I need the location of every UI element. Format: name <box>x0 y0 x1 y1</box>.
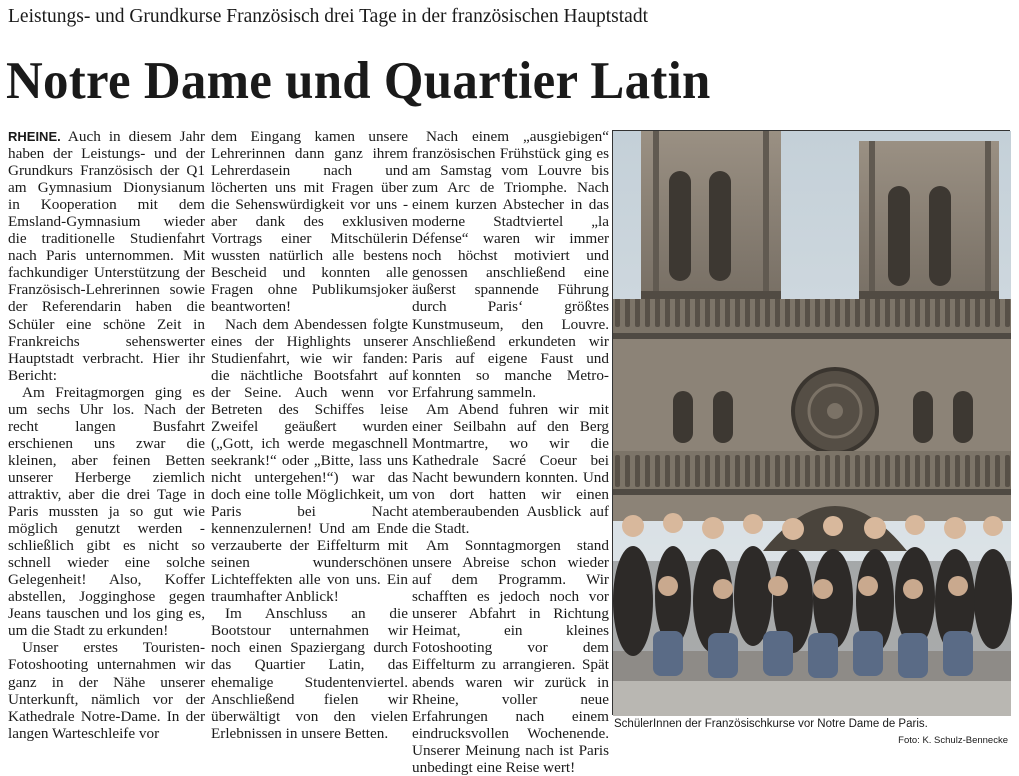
article-kicker: Leistungs- und Grundkurse Französisch drei Tage in der französischen Hauptstadt <box>8 6 648 27</box>
photo-credit: Foto: K. Schulz-Bennecke <box>898 735 1008 746</box>
article-paragraph: Nach dem Abendessen folgte eines der Highlights unserer Studienfahrt, wie wir fanden: die nächtliche Bootsfahrt auf der Seine. Auch wenn vor Betreten des Schiffes leise Zweifel geäußert wurden („Gott, ich werde megaschnell seekrank!“ oder „Bitte, lass uns nicht untergehen!“) war das doch eine tolle Möglichkeit, um Paris bei Nacht kennenzulernen! Und am Ende verzauberte der Eiffelturm mit seinen wunderschönen Lichteffekten alle von uns. Ein traumhafter Anblick! <box>211 315 408 606</box>
article-paragraph: dem Eingang kamen unsere Lehrerinnen dann ganz ihrem Lehrerdasein nach und löcherten uns mit Fragen über die Sehenswürdigkeit vor uns - aber dank des exklusiven Vortrags einer Mitschülerin wussten natürlich alle bestens Bescheid und konnten alle Fragen ohne Publikumsjoker beantworten! <box>211 128 408 316</box>
article-paragraph <box>8 128 205 384</box>
article-paragraph: Unser erstes Touristen-Fotoshooting unternahmen wir ganz in der Nähe unserer Unterkunft, nämlich vor der Kathedrale Notre-Dame. In der langen Warteschleife vor <box>8 639 205 742</box>
article-paragraph: Im Anschluss an die Bootstour unternahmen wir noch einen Spaziergang durch das Quartier Latin, das ehemalige Studentenviertel. Anschließend fielen wir überwältigt von den vielen Erlebnissen in unsere Betten. <box>211 605 408 742</box>
article-paragraph: Am Freitagmorgen ging es um sechs Uhr los. Nach der recht langen Busfahrt erschienen uns zwar die kleinen, aber feinen Betten unserer Herberge ziemlich attraktiv, aber die drei Tage in Paris mussten ja so gut wie möglich genutzt werden - schließlich gibt es nicht so schnell wieder eine solche Gelegenheit! Also, Koffer abstellen, Jogginghose gegen Jeans tauschen und los ging es, um die Stadt zu erkunden! <box>8 383 205 640</box>
article-photo <box>612 130 1010 715</box>
article-paragraph-text: Auch in diesem Jahr haben der Leistungs- und der Grundkurs Französisch der Q1 am Gymnasium Dionysianum in Kooperation mit dem Emsland-Gymnasium wieder die traditionelle Studienfahrt nach Paris unternommen. Mit fachkundiger Unterstützung der Französisch-Lehrerinnen sowie der Referendarin haben die Schüler eine schöne Zeit in Frankreichs sehenswerter Hauptstadt verbracht. Hier ihr Bericht: <box>8 128 205 384</box>
article-headline: Notre Dame und Quartier Latin <box>6 52 711 110</box>
article-paragraph: Nach einem „ausgiebigen“ französischen Frühstück ging es am Samstag vom Louvre bis zum Arc de Triomphe. Nach einem kurzen Abstecher in das moderne Stadtviertel „la Défense“ waren wir immer noch höchst motiviert und genossen anschließend eine äußerst spannende Führung durch Paris‘ größtes Kunstmuseum, den Louvre. Anschließend erkundeten wir Paris auf eigene Faust und konnten so manche Metro-Erfahrung sammeln. <box>412 128 609 401</box>
notre-dame-group-photo <box>613 131 1011 716</box>
photo-caption: SchülerInnen der Französischkurse vor Notre Dame de Paris. <box>614 718 928 730</box>
article-dateline: RHEINE. <box>8 129 61 144</box>
article-column-3 <box>412 128 609 776</box>
article-paragraph: Am Abend fuhren wir mit einer Seilbahn auf den Berg Montmartre, wo wir die Kathedrale Sacré Coeur bei Nacht bewundern konnten. Und von dort hatten wir einen atemberaubenden Ausblick auf die Stadt. <box>412 400 609 538</box>
article-column-2 <box>211 128 408 742</box>
article-column-1 <box>8 128 205 742</box>
article-paragraph: Am Sonntagmorgen stand unsere Abreise schon wieder auf dem Programm. Wir schafften es jedoch noch vor unserer Abfahrt in Richtung Heimat, ein kleines Fotoshooting vor dem Eiffelturm zu arrangieren. Spät abends waren wir zurück in Rheine, voller neue Erfahrungen nach einem eindrucksvollen Wochenende. Unserer Meinung nach ist Paris unbedingt eine Reise wert! <box>412 537 609 776</box>
